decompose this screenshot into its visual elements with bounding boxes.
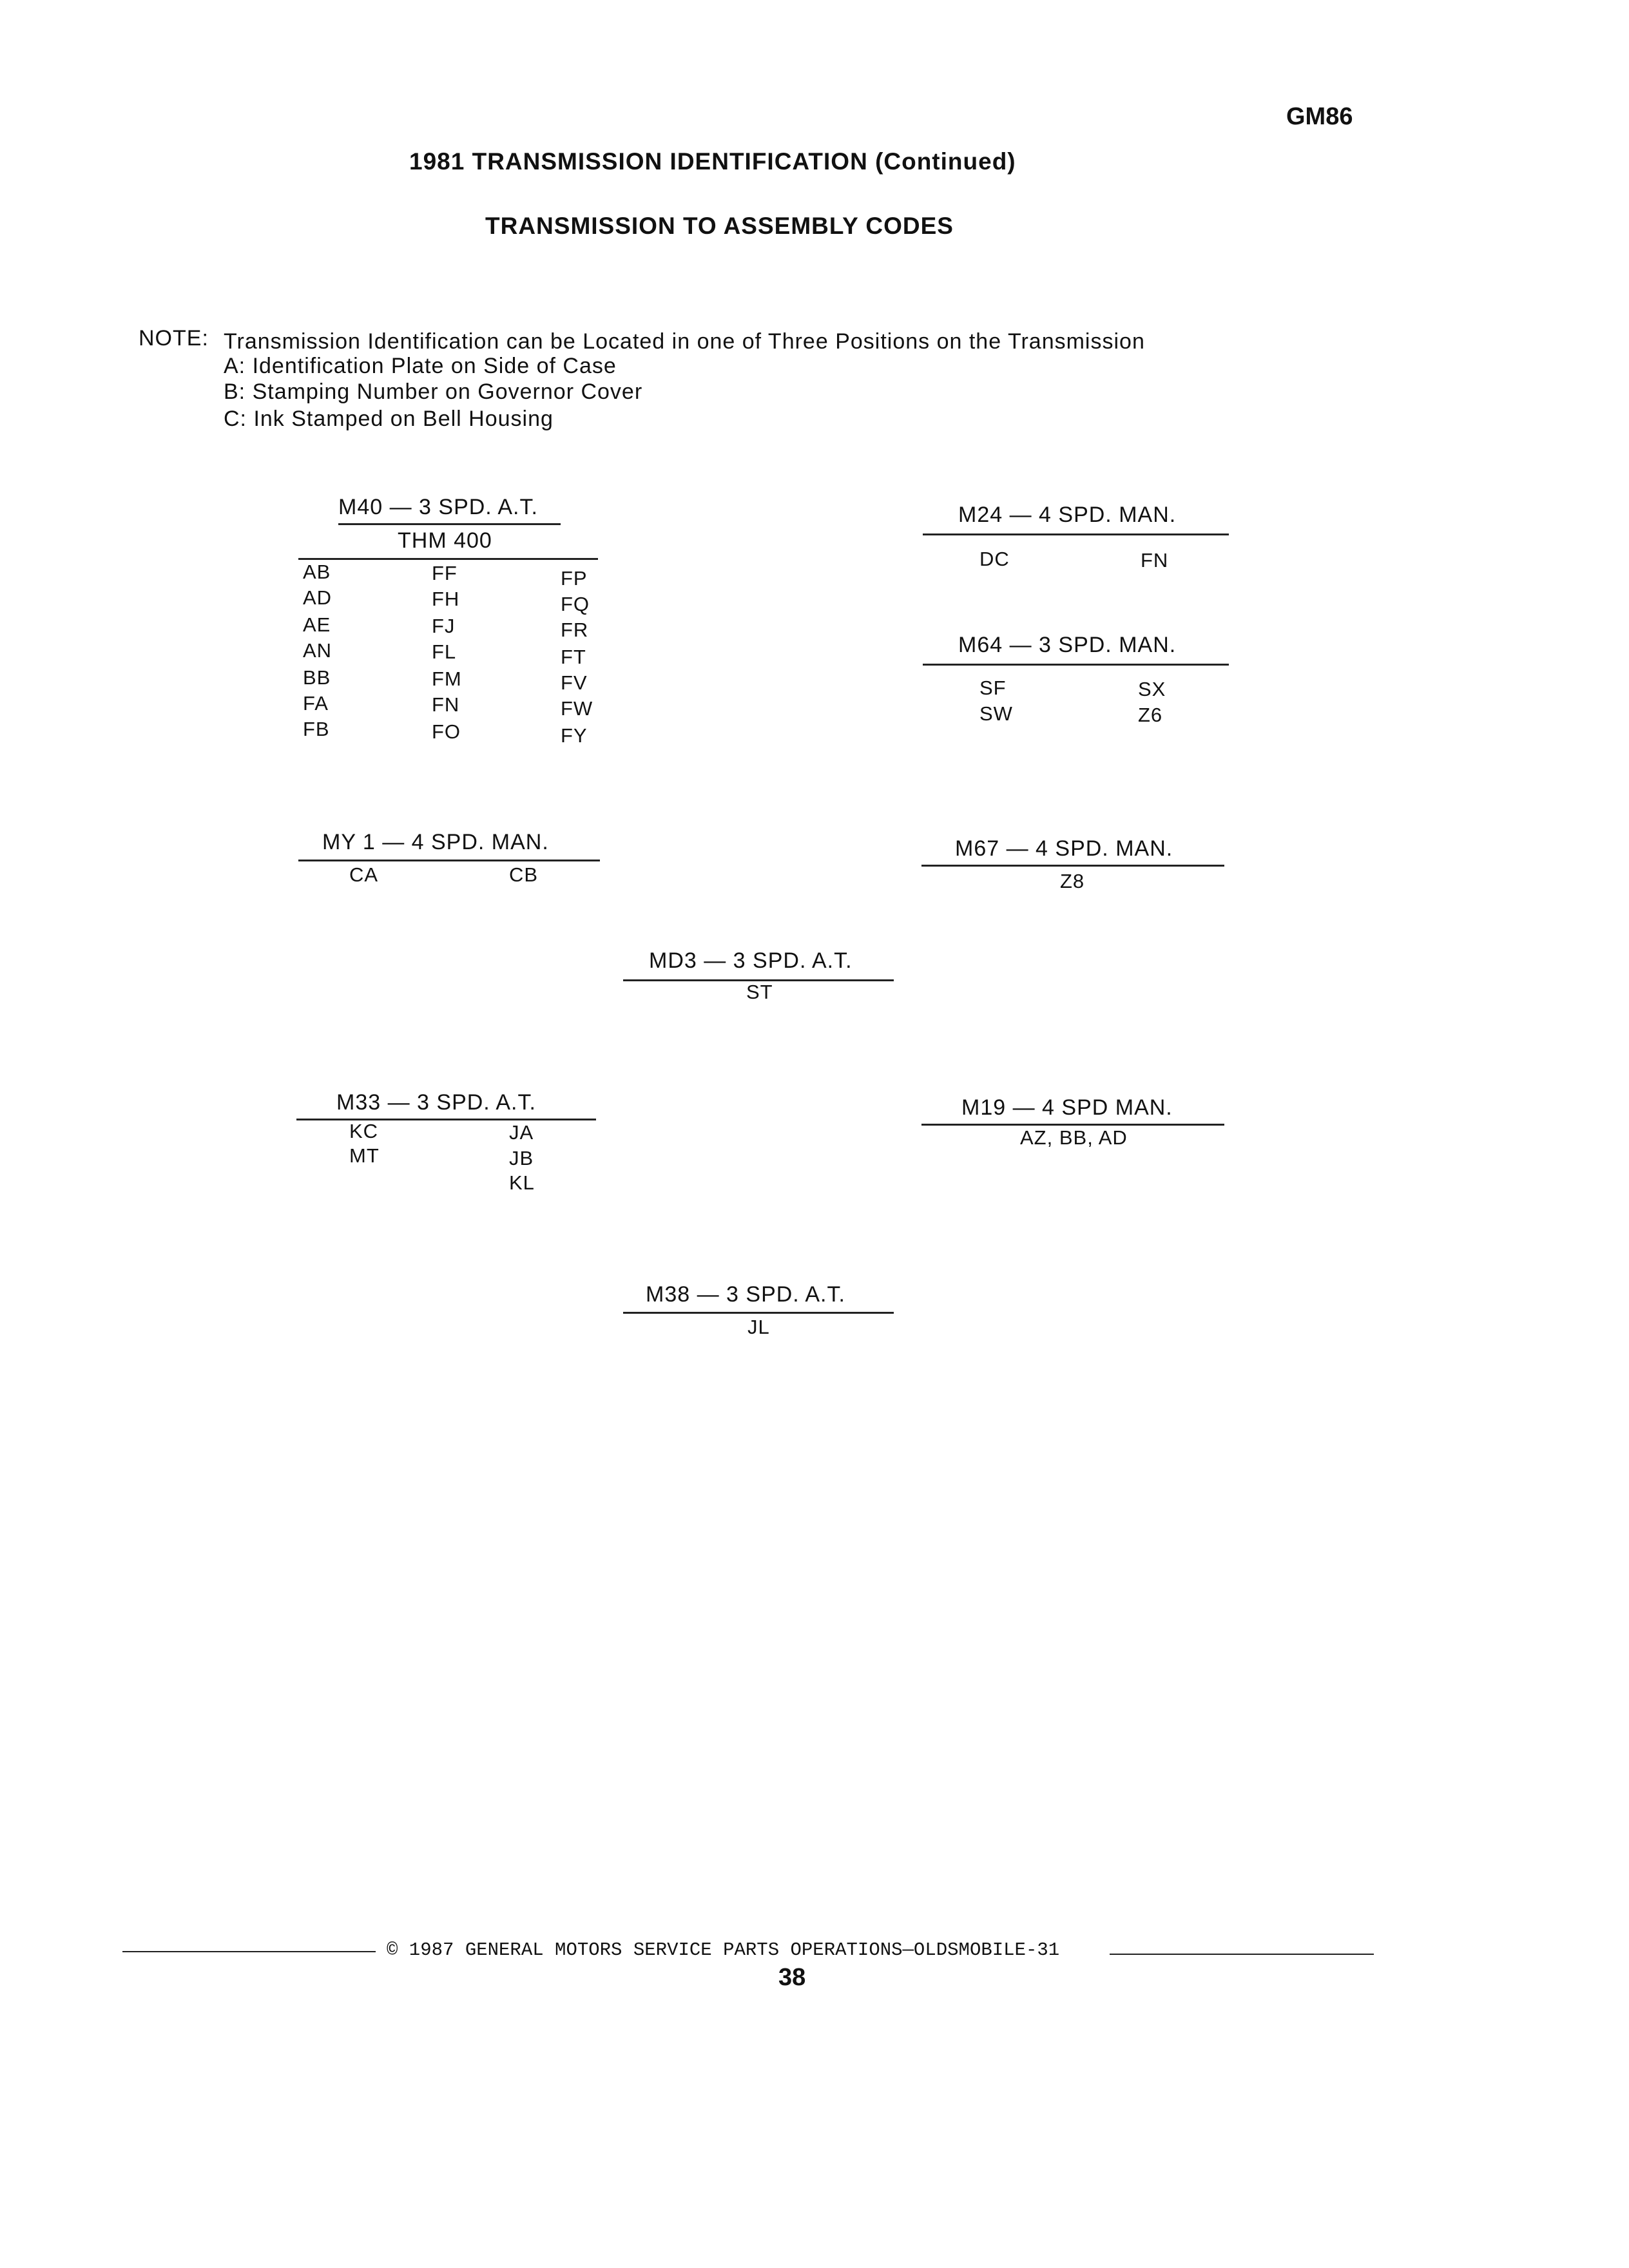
code: MT [349, 1144, 380, 1167]
code: AD [303, 586, 333, 609]
code: Z6 [1138, 704, 1163, 726]
code: AN [303, 639, 333, 662]
page-number: 38 [778, 1964, 806, 1991]
code: FQ [561, 593, 590, 615]
code: AE [303, 613, 331, 636]
divider [298, 860, 600, 861]
code: SF [979, 677, 1007, 699]
block-m40-subtitle: THM 400 [398, 528, 492, 553]
note-item-b: B: Stamping Number on Governor Cover [224, 380, 643, 404]
block-m38-title: M38 — 3 SPD. A.T. [646, 1282, 845, 1307]
code: FY [561, 724, 588, 747]
code: JL [747, 1316, 770, 1338]
code: FT [561, 646, 586, 668]
divider [623, 1312, 894, 1314]
code: FN [432, 693, 460, 716]
block-m33-title: M33 — 3 SPD. A.T. [336, 1090, 536, 1115]
divider [923, 664, 1229, 666]
code: JB [509, 1147, 534, 1169]
code: FF [432, 562, 458, 584]
divider [296, 1119, 596, 1120]
code: DC [979, 548, 1010, 570]
code: FR [561, 619, 589, 641]
divider [338, 523, 561, 525]
divider [923, 533, 1229, 535]
block-m67-title: M67 — 4 SPD. MAN. [955, 836, 1173, 861]
block-m19-title: M19 — 4 SPD MAN. [961, 1095, 1173, 1120]
block-m24-title: M24 — 4 SPD. MAN. [958, 503, 1177, 527]
divider [921, 1124, 1224, 1126]
block-m64-title: M64 — 3 SPD. MAN. [958, 633, 1177, 657]
code: KC [349, 1120, 379, 1142]
code: JA [509, 1121, 534, 1144]
note-text: Transmission Identification can be Located in one of Three Positions on the Transmission [224, 329, 1145, 354]
block-m40-title: M40 — 3 SPD. A.T. [338, 495, 538, 519]
page-subtitle: TRANSMISSION TO ASSEMBLY CODES [485, 213, 954, 239]
code: FB [303, 718, 330, 740]
code: FW [561, 697, 593, 720]
code: AB [303, 561, 331, 583]
code: Z8 [1060, 870, 1085, 892]
note-lead: NOTE: [139, 326, 209, 351]
block-md3-title: MD3 — 3 SPD. A.T. [649, 948, 853, 973]
page-title: 1981 TRANSMISSION IDENTIFICATION (Continued) [409, 148, 1016, 175]
code: KL [509, 1171, 535, 1194]
code: CA [349, 863, 379, 886]
code: FL [432, 640, 457, 663]
code: FO [432, 720, 461, 743]
code: FV [561, 671, 588, 694]
block-my1-title: MY 1 — 4 SPD. MAN. [322, 830, 549, 854]
footer-rule-right [1110, 1954, 1374, 1955]
footer-copyright: © 1987 GENERAL MOTORS SERVICE PARTS OPERATIONS—OLDSMOBILE-31 [387, 1939, 1060, 1961]
code: ST [746, 981, 773, 1003]
code: FJ [432, 615, 456, 637]
document-code: GM86 [1286, 103, 1353, 130]
code: BB [303, 666, 331, 689]
code: SW [979, 702, 1013, 725]
note-item-a: A: Identification Plate on Side of Case [224, 354, 617, 378]
divider [298, 558, 598, 560]
code: FM [432, 668, 462, 690]
code: CB [509, 863, 539, 886]
code: FP [561, 567, 588, 590]
code: FH [432, 588, 460, 610]
divider [921, 865, 1224, 867]
code: FN [1141, 549, 1169, 572]
footer-rule-left [122, 1951, 376, 1952]
note-item-c: C: Ink Stamped on Bell Housing [224, 407, 554, 431]
code: SX [1138, 678, 1166, 700]
code: FA [303, 692, 329, 715]
code: AZ, BB, AD [1020, 1126, 1128, 1149]
